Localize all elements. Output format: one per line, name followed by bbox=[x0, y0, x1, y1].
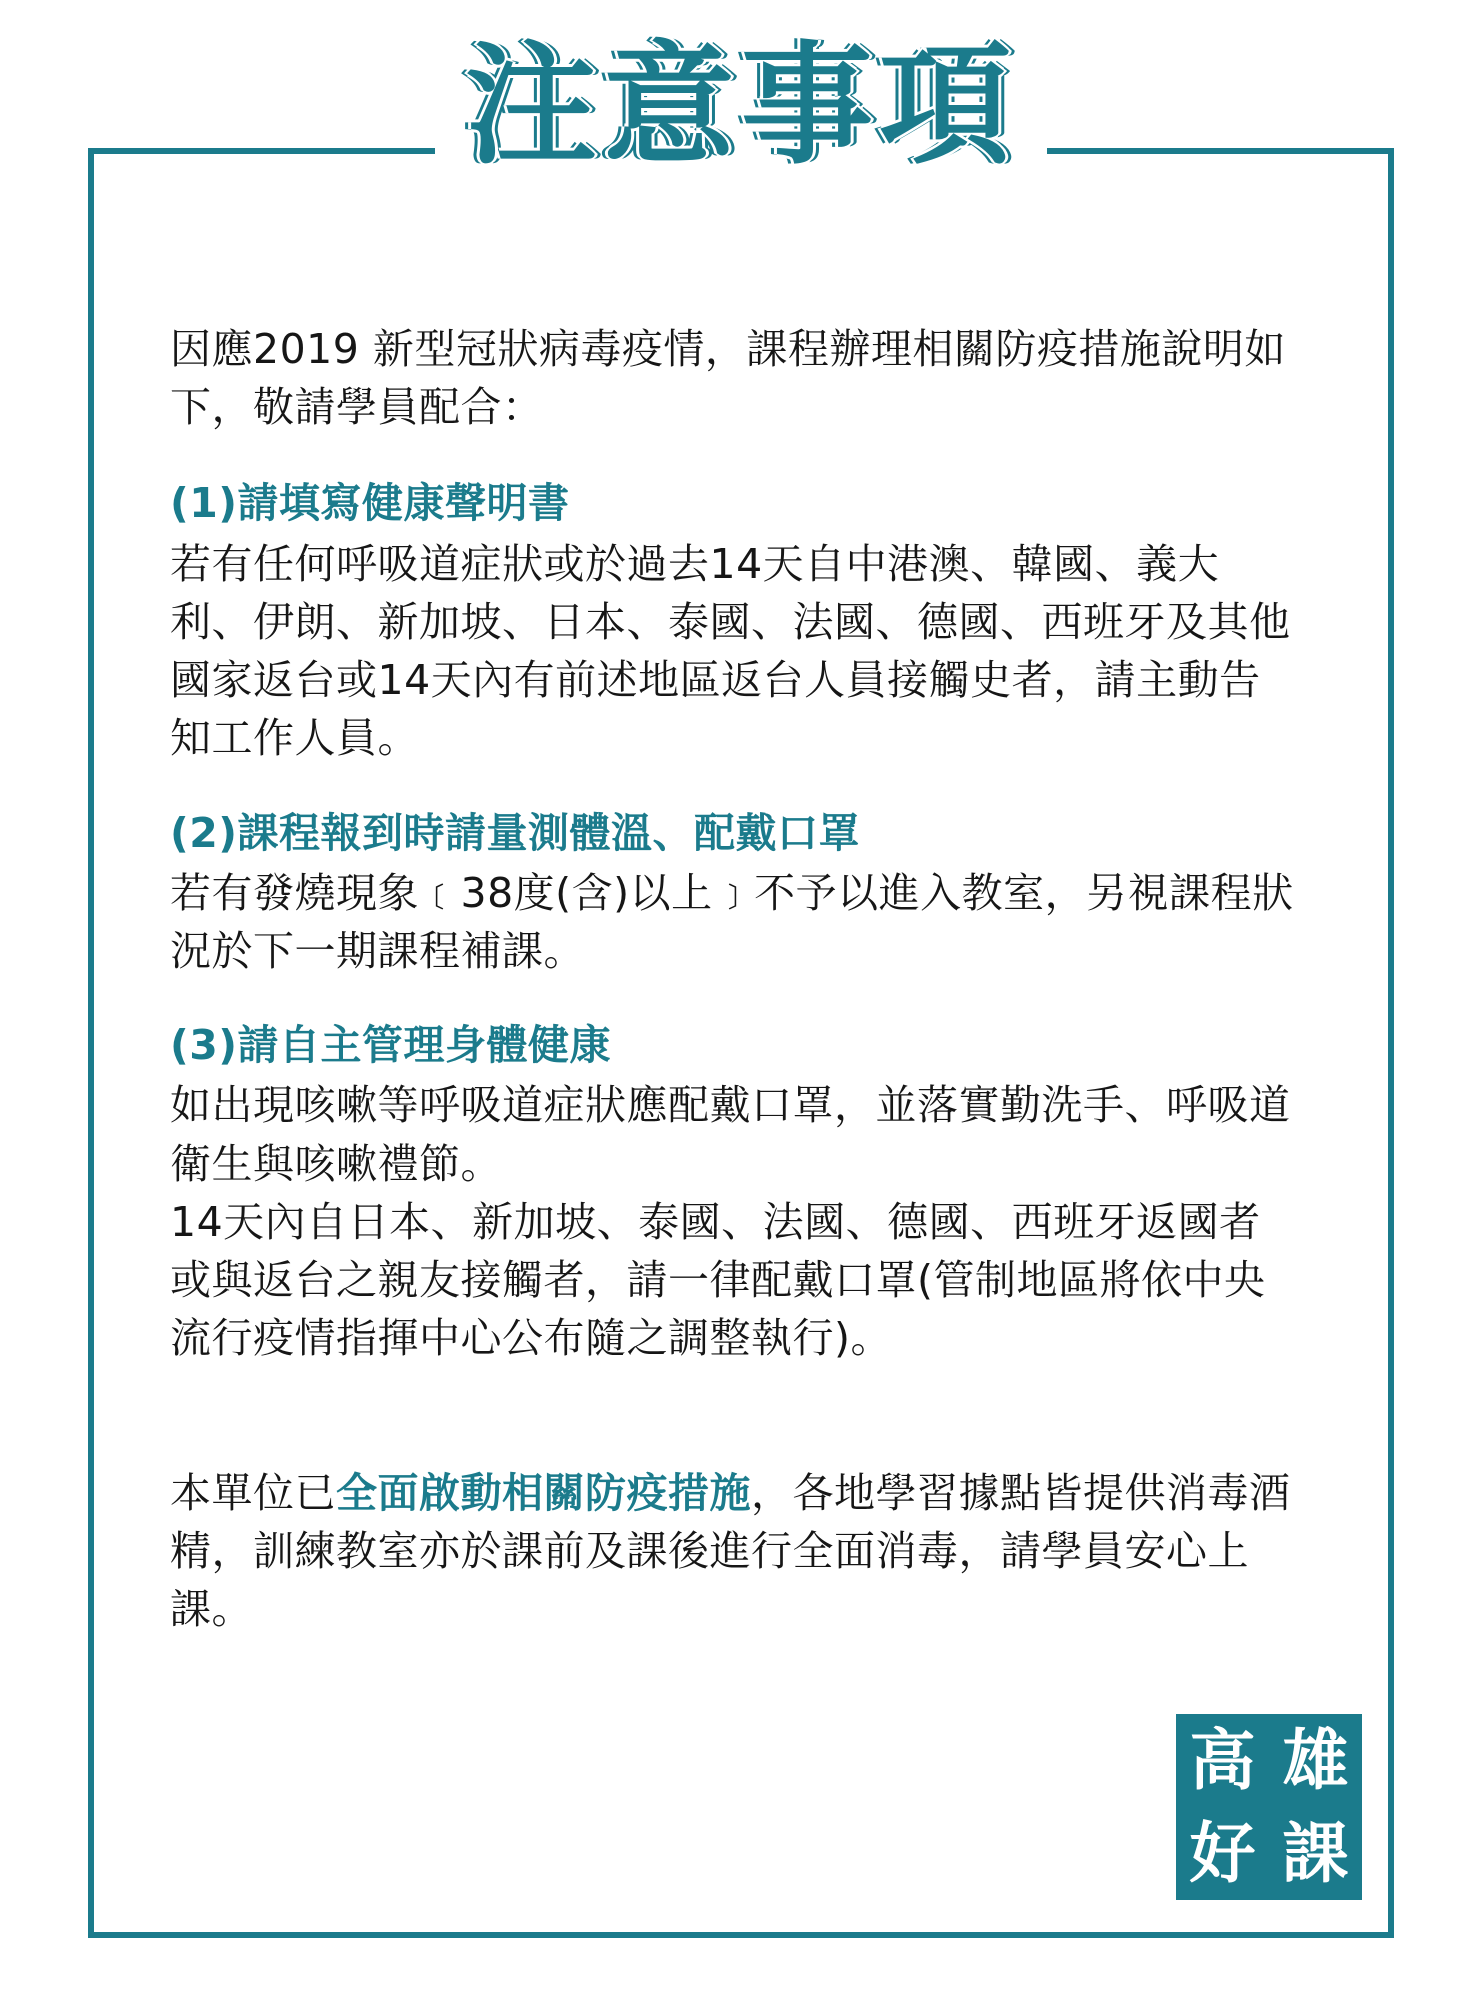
section-2-body-line-1: 若有發燒現象﹝38度(含)以上﹞不予以進入教室，另視課程狀況於下一期課程補課。 bbox=[170, 868, 1294, 975]
poster-content bbox=[170, 320, 1300, 1676]
poster-title bbox=[435, 29, 1047, 183]
content-spacer bbox=[170, 1404, 1300, 1464]
logo-char-4: 課 bbox=[1282, 1814, 1349, 1892]
logo-char-1: 高 bbox=[1189, 1721, 1256, 1799]
section-2-heading: (2)課程報到時請量測體溫、配戴口罩 bbox=[170, 808, 861, 857]
section-2 bbox=[170, 804, 1300, 981]
section-3-body-line-1: 如出現咳嗽等呼吸道症狀應配戴口罩，並落實勤洗手、呼吸道衛生與咳嗽禮節。 bbox=[170, 1081, 1291, 1188]
section-1-heading: (1)請填寫健康聲明書 bbox=[170, 479, 570, 528]
section-1 bbox=[170, 474, 1300, 767]
closing-before: 本單位已 bbox=[170, 1468, 336, 1517]
section-3-heading: (3)請自主管理身體健康 bbox=[170, 1021, 612, 1070]
closing-highlight: 全面啟動相關防疫措施 bbox=[336, 1468, 751, 1517]
closing-after: ，各地學習據點皆提供消毒酒精，訓練教室亦於課前及課後進行全面消毒，請學員安心上課。 bbox=[170, 1468, 1291, 1633]
logo-char-2: 雄 bbox=[1282, 1721, 1349, 1799]
section-1-body-line-1: 若有任何呼吸道症狀或於過去14天自中港澳、韓國、義大利、伊朗、新加坡、日本、泰國、法國、德國、西班牙及其他國家返台或14天內有前述地區返台人員接觸史者，請主動告知工作人員。 bbox=[170, 539, 1291, 763]
section-3-body-line-2: 14天內自日本、新加坡、泰國、法國、德國、西班牙返國者或與返台之親友接觸者，請一律配戴口罩(管制地區將依中央流行疫情指揮中心公布隨之調整執行)。 bbox=[170, 1197, 1266, 1363]
logo-char-3: 好 bbox=[1189, 1814, 1256, 1892]
poster-title-wrap bbox=[0, 29, 1482, 183]
closing-paragraph bbox=[170, 1464, 1300, 1639]
section-3 bbox=[170, 1016, 1300, 1367]
poster-title-text: 注意事項 bbox=[465, 29, 1017, 183]
intro-paragraph: 因應2019 新型冠狀病毒疫情，課程辦理相關防疫措施說明如下，敬請學員配合： bbox=[170, 325, 1286, 432]
brand-logo bbox=[1176, 1714, 1362, 1900]
